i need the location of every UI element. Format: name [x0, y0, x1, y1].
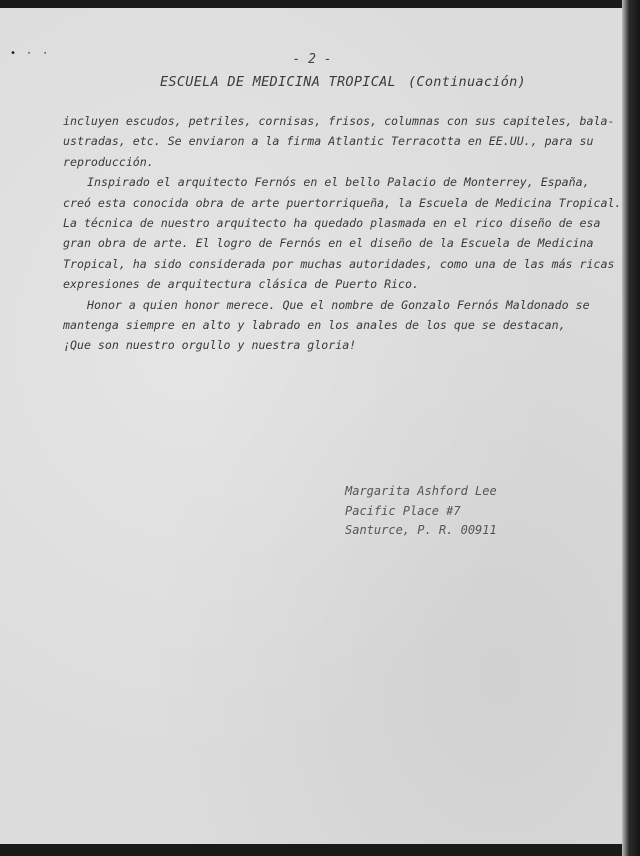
text-line: incluyen escudos, petriles, cornisas, frisos, columnas con sus capiteles, bala-: [63, 114, 615, 128]
paragraph-2: [63, 172, 622, 294]
scan-speck-mark: • · ·: [10, 48, 51, 59]
text-line: La técnica de nuestro arquitecto ha quedado plasmada en el rico diseño de esa: [63, 216, 601, 231]
signature-address-line-1: Pacific Place #7: [345, 503, 461, 518]
text-line: mantenga siempre en alto y labrado en los anales de los que se destacan,: [63, 318, 566, 333]
text-line: expresiones de arquitectura clásica de Puerto Rico.: [63, 277, 419, 292]
text-line: ustradas, etc. Se enviaron a la firma Atlantic Terracotta en EE.UU., para su: [63, 134, 594, 149]
text-line: gran obra de arte. El logro de Fernós en el diseño de la Escuela de Medicina: [63, 236, 594, 251]
paragraph-1: [63, 111, 615, 172]
scan-edge-shadow: [622, 0, 640, 856]
page-title: [160, 74, 526, 90]
text-line: Honor a quien honor merece. Que el nombre de Gonzalo Fernós Maldonado se: [87, 297, 590, 312]
page-number: - 2 -: [292, 52, 332, 67]
title-text: ESCUELA DE MEDICINA TROPICAL: [160, 74, 396, 90]
text-line: creó esta conocida obra de arte puertorriqueña, la Escuela de Medicina Tropical.: [63, 195, 622, 210]
signature-block: [345, 482, 497, 541]
title-continuation: (Continuación): [407, 74, 526, 90]
body-text: [63, 111, 622, 356]
signature-address-line-2: Santurce, P. R. 00911: [345, 523, 497, 537]
text-line: Tropical, ha sido considerada por muchas autoridades, como una de las más ricas: [63, 256, 615, 271]
text-line: ¡Que son nuestro orgullo y nuestra gloria!: [63, 338, 357, 353]
paragraph-3: [63, 295, 590, 356]
document-page: [0, 8, 624, 844]
signature-name: Margarita Ashford Lee: [345, 484, 497, 498]
text-line: reproducción.: [63, 154, 154, 169]
text-line: Inspirado el arquitecto Fernós en el bello Palacio de Monterrey, España,: [87, 175, 590, 190]
